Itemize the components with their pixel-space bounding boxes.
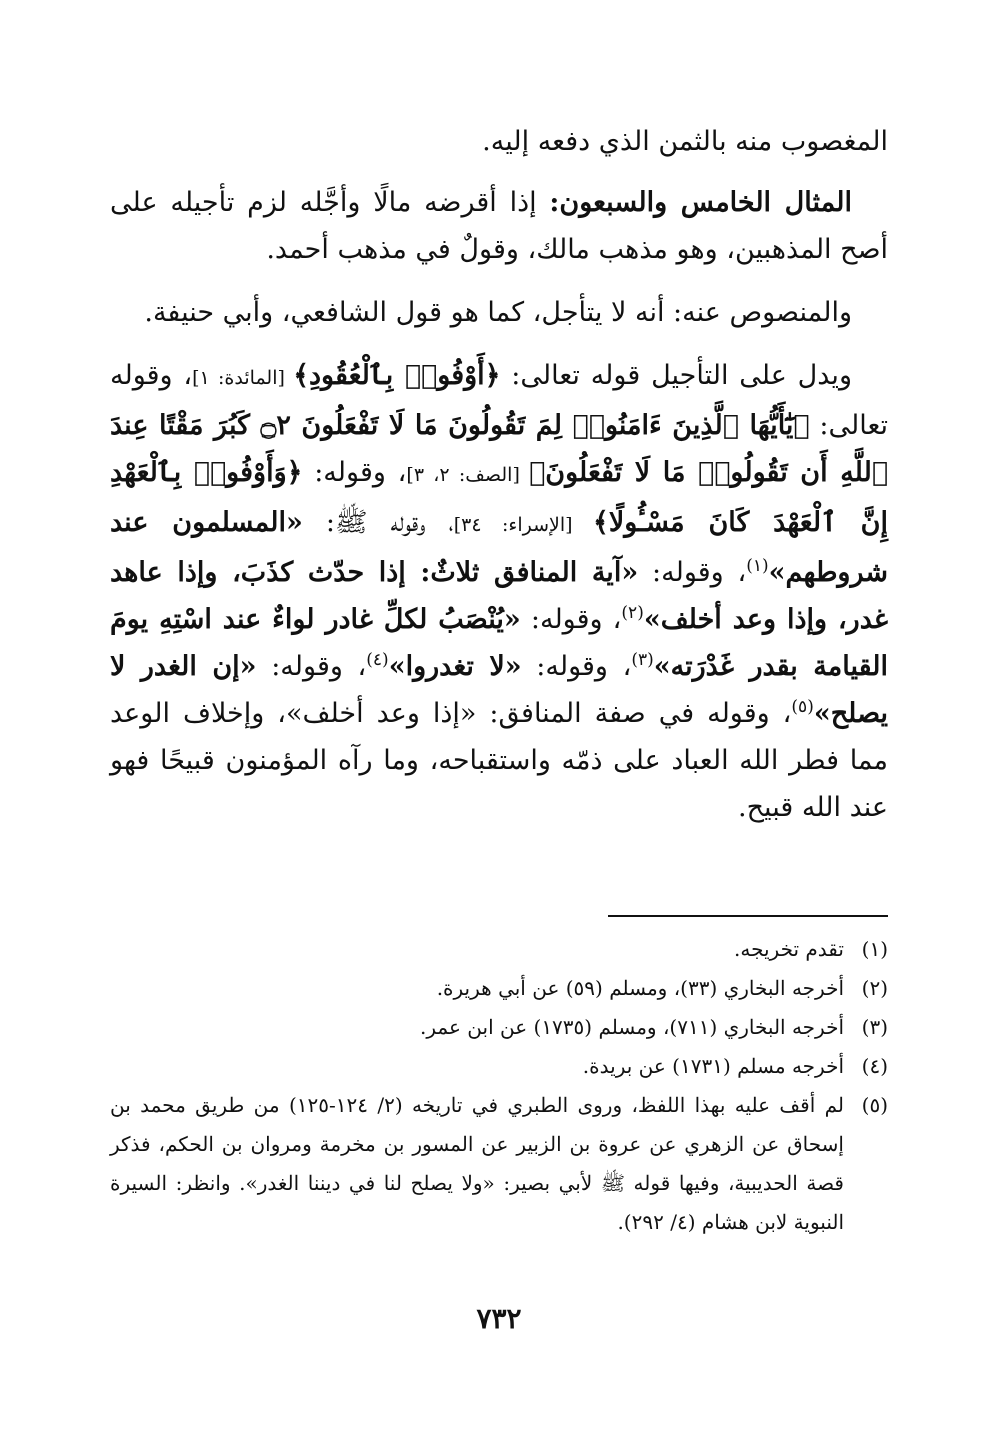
text-segment: ، وقوله في صفة المنافق: «إذا وعد أخلف»، وإخلاف الوعد مما فطر الله العباد على ذمّه واستقباحه، وما رآه المؤمنون قبيحًا فهو عند الله قبيح. xyxy=(110,698,888,823)
paragraph-2-text: إذا أقرضه مالًا وأجَّله لزم تأجيله على أصح المذهبين، وهو مذهب مالك، وقولٌ في مذهب أحمد. xyxy=(110,187,888,265)
quran-verse-2: ﴿يَٰٓأَيُّهَا ٱلَّذِينَ ءَامَنُوا۟ لِمَ تَقُولُونَ مَا لَا تَفْعَلُونَ ۝٢ كَبُرَ مَقْتًا عِندَ ٱللَّهِ أَن تَقُولُوا۟ مَا لَا تَفْعَلُونَ﴾ xyxy=(110,410,889,488)
page-number: ٧٣٢ xyxy=(476,1302,522,1335)
quran-verse-3: ﴿وَأَوْفُوا۟ بِٱلْعَهْدِ إِنَّ ٱلْعَهْدَ كَانَ مَسْـُٔولًا﴾ xyxy=(110,457,889,538)
verse-reference-1: [المائدة: ١] xyxy=(192,367,294,389)
text-segment: ، وقوله: xyxy=(256,651,367,682)
paragraph-4 xyxy=(110,352,888,831)
footnote-text: أخرجه البخاري (٧١١)، ومسلم (١٧٣٥) عن ابن عمر. xyxy=(420,1015,844,1039)
quran-verse-1: ﴿أَوْفُوا۟ بِٱلْعُقُودِ﴾ xyxy=(293,360,501,391)
paragraph-3 xyxy=(110,289,888,336)
footnote-4 xyxy=(110,1047,888,1086)
footnote-number: (١) xyxy=(861,937,888,961)
text-segment: ، وقوله: xyxy=(520,604,622,635)
footnote-text: أخرجه مسلم (١٧٣١) عن بريدة. xyxy=(582,1054,844,1078)
footnote-number: (٢) xyxy=(861,976,888,1000)
footnote-text: أخرجه البخاري (٣٣)، ومسلم (٥٩) عن أبي هريرة. xyxy=(436,976,844,1000)
footnote-5 xyxy=(110,1086,888,1242)
footnote-ref-5: (٥) xyxy=(791,697,814,717)
main-text xyxy=(110,118,888,847)
hadith-1: «المسلمون عند شروطهم» xyxy=(110,507,888,588)
verse-reference-2: [الصف: ٢، ٣] xyxy=(406,464,530,486)
footnotes xyxy=(110,930,888,1242)
footnote-text: لم أقف عليه بهذا اللفظ، وروى الطبري في تاريخه (٢/ ١٢٤-١٢٥) من طريق محمد بن إسحاق عن الزهري عن عروة بن الزبير عن المسور بن مخرمة ومروان بن الحكم، فذكر قصة الحديبية، وفيها قوله ﷺ لأبي بصير: «ولا يصلح لنا في ديننا الغدر». وانظر: السيرة النبوية لابن هشام (٤/ ٢٩٢). xyxy=(110,1093,844,1234)
footnote-number: (٥) xyxy=(861,1093,888,1117)
footnote-ref-2: (٢) xyxy=(621,603,644,623)
paragraph-1 xyxy=(110,118,888,165)
verse-reference-3: [الإسراء: ٣٤] xyxy=(453,514,594,536)
footnote-ref-3: (٣) xyxy=(631,650,654,670)
footnote-ref-1: (١) xyxy=(746,556,769,576)
text-segment: ، وقوله: xyxy=(638,557,747,588)
footnote-number: (٤) xyxy=(861,1054,888,1078)
hadith-4: «لا تغدروا» xyxy=(388,651,522,682)
footnote-text: تقدم تخريجه. xyxy=(734,937,844,961)
footnote-3 xyxy=(110,1008,888,1047)
footnote-divider xyxy=(608,915,888,917)
text-segment: ، وقوله: xyxy=(302,457,407,488)
example-heading: المثال الخامس والسبعون: xyxy=(549,187,852,218)
text-segment: ، وقوله تعالى: xyxy=(110,360,888,441)
hadith-2: «آية المنافق ثلاثٌ: إذا حدّث كذَبَ، وإذا عاهد غدر، وإذا وعد أخلف» xyxy=(110,557,888,635)
footnote-number: (٣) xyxy=(861,1015,888,1039)
paragraph-2 xyxy=(110,179,888,273)
hadith-5: «إن الغدر لا يصلح» xyxy=(110,651,888,729)
text-segment: ، وقوله ﷺ: xyxy=(302,507,454,538)
footnote-ref-4: (٤) xyxy=(366,650,389,670)
paragraph-1-text: المغصوب منه بالثمن الذي دفعه إليه. xyxy=(482,126,888,157)
footnote-2 xyxy=(110,969,888,1008)
text-segment: ويدل على التأجيل قوله تعالى: xyxy=(500,360,852,391)
text-segment: ، وقوله: xyxy=(521,651,632,682)
paragraph-3-text: والمنصوص عنه: أنه لا يتأجل، كما هو قول الشافعي، وأبي حنيفة. xyxy=(144,297,852,328)
hadith-3: «يُنْصَبُ لكلِّ غادر لواءٌ عند اسْتِهِ يومَ القيامة بقدر غَدْرَته» xyxy=(110,604,888,682)
footnote-1 xyxy=(110,930,888,969)
